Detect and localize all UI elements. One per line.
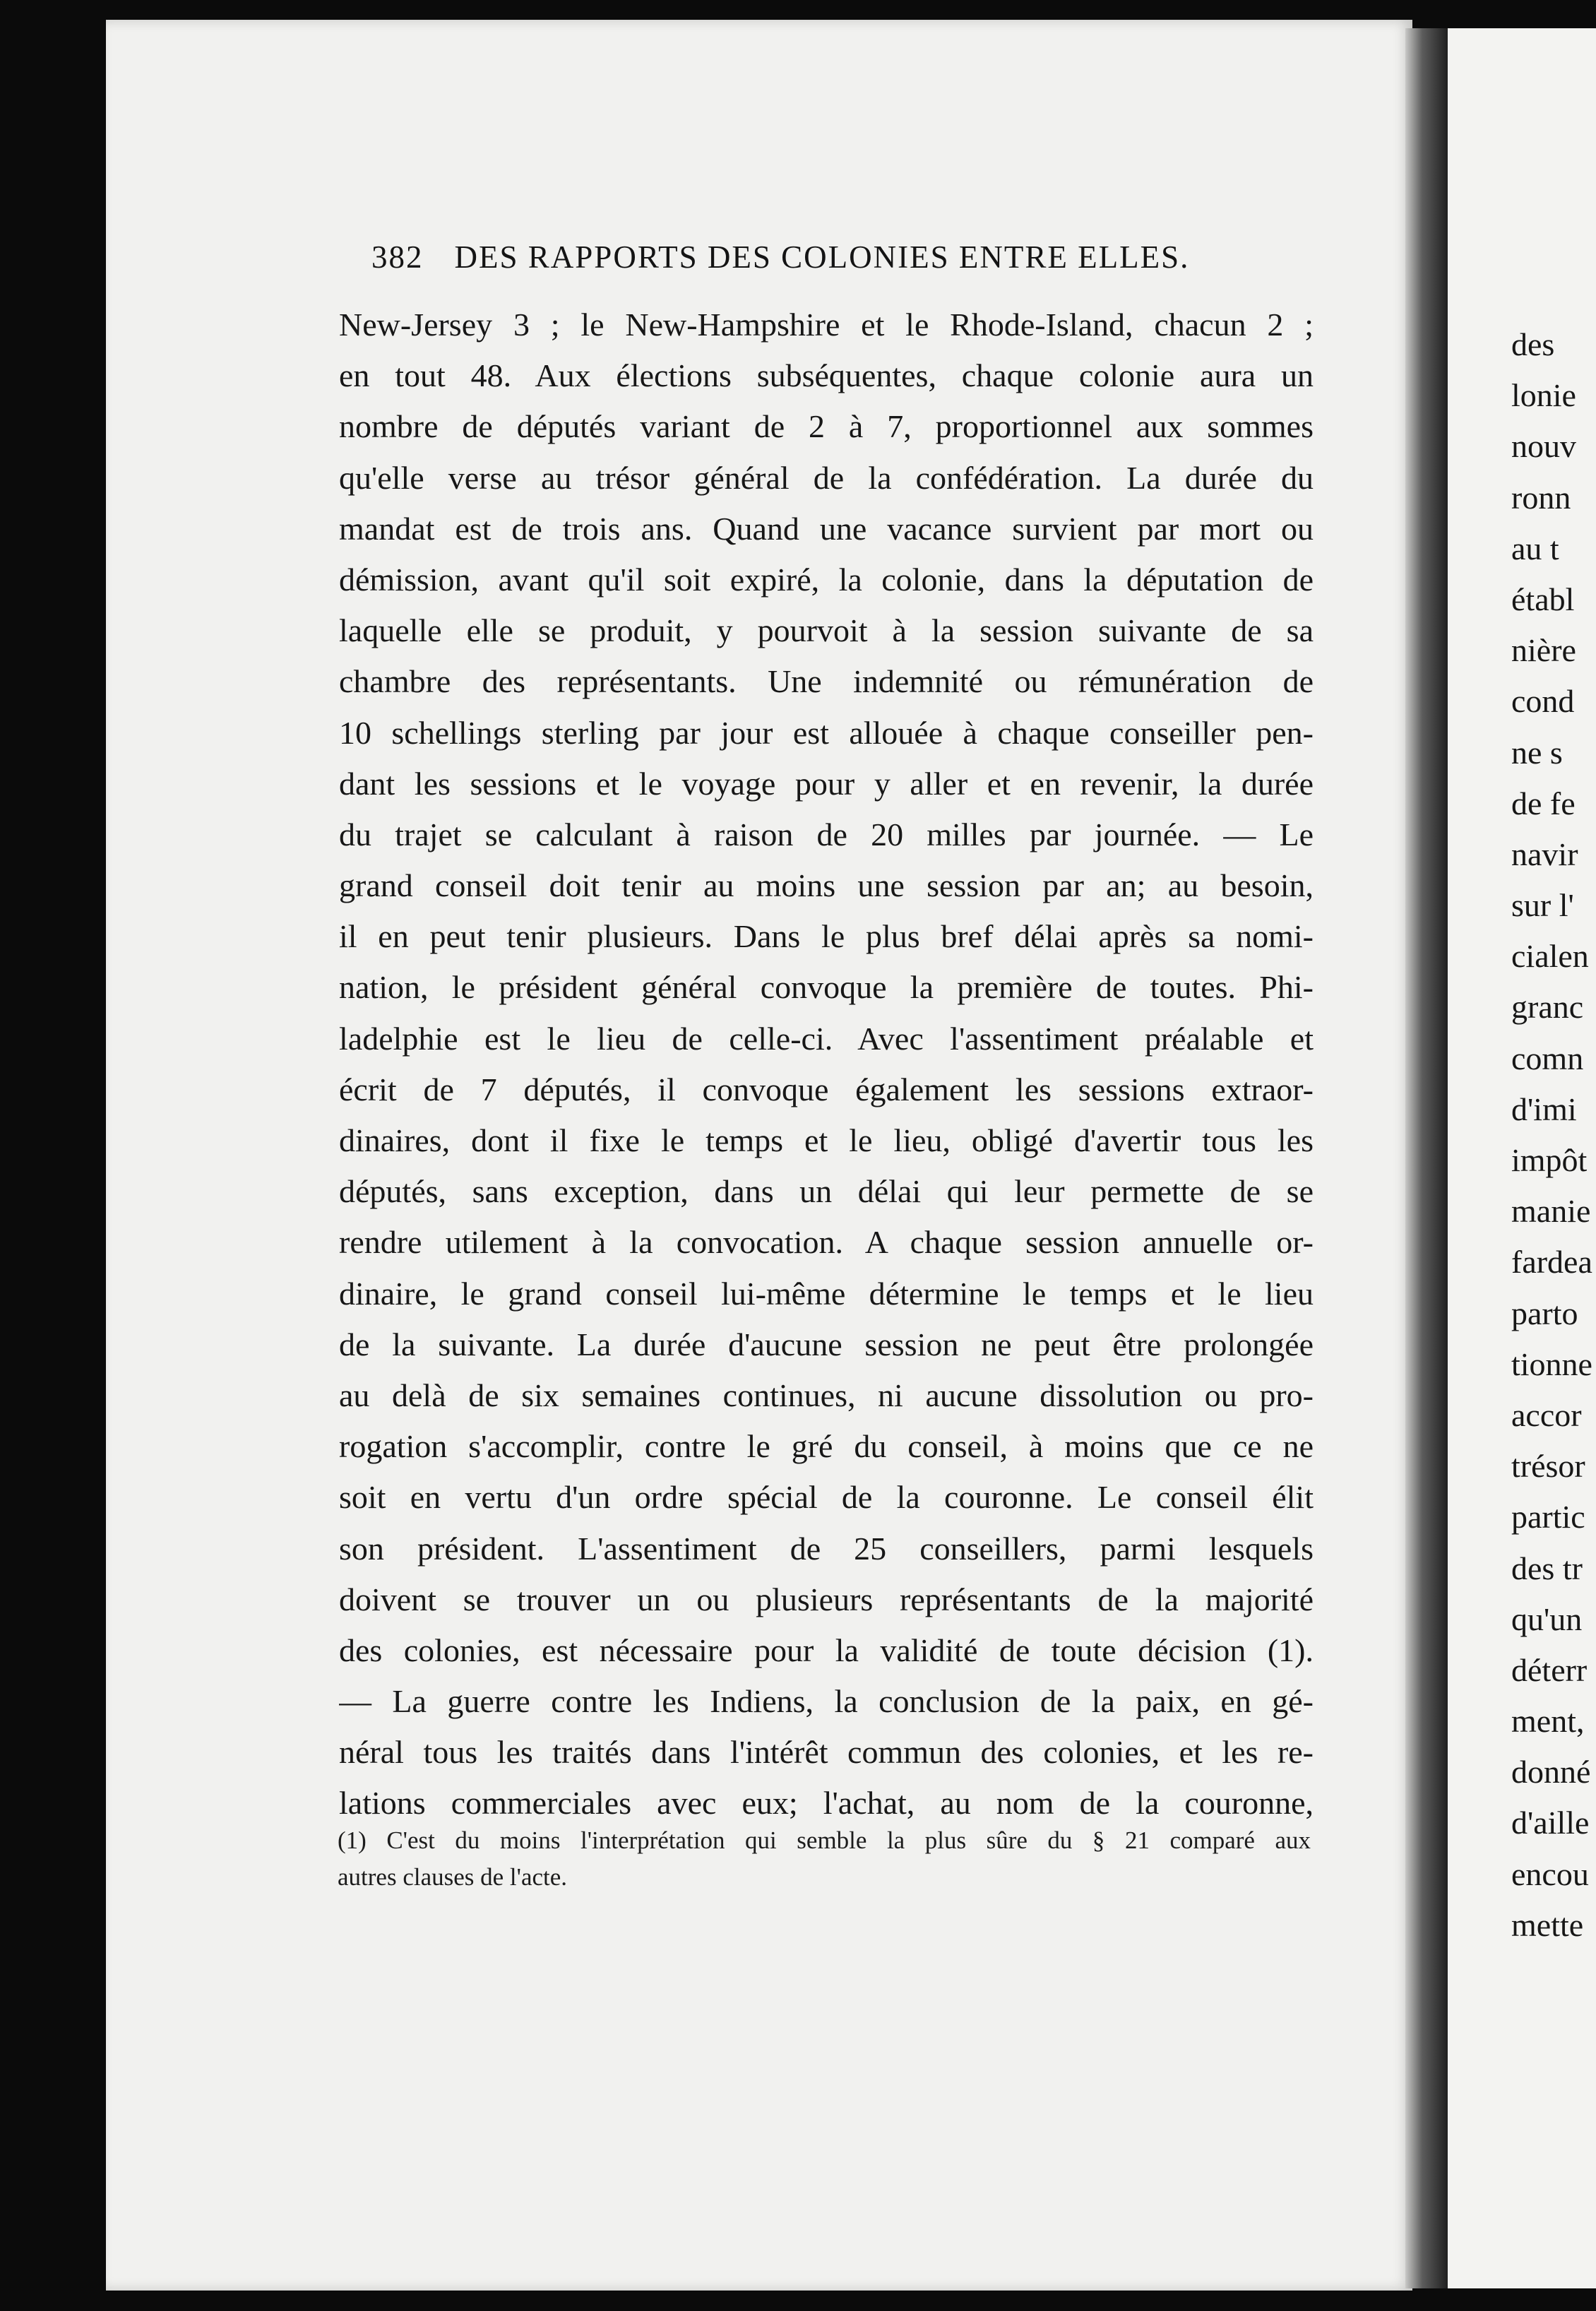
right-page-line: trésor — [1511, 1448, 1585, 1485]
running-head — [371, 239, 1261, 281]
text-line: — La guerre contre les Indiens, la conclusion de la paix, en gé- — [339, 1683, 1314, 1720]
running-head-title: DES RAPPORTS DES COLONIES ENTRE ELLES. — [454, 239, 1190, 275]
right-page-line: sur l' — [1511, 887, 1574, 924]
right-page-line: donné — [1511, 1754, 1591, 1790]
text-line: nombre de députés variant de 2 à 7, proportionnel aux sommes — [339, 408, 1314, 445]
footnote-line: (1) C'est du moins l'interprétation qui semble la plus sûre du § 21 comparé aux — [338, 1826, 1311, 1854]
right-page-line: fardea — [1511, 1244, 1592, 1281]
text-line: New-Jersey 3 ; le New-Hampshire et le Rhode-Island, chacun 2 ; — [339, 307, 1314, 343]
text-line: laquelle elle se produit, y pourvoit à la session suivante de sa — [339, 612, 1314, 649]
text-line: des colonies, est nécessaire pour la validité de toute décision (1). — [339, 1632, 1314, 1668]
body-text — [339, 299, 1314, 1829]
text-line: soit en vertu d'un ordre spécial de la couronne. Le conseil élit — [339, 1479, 1314, 1516]
right-page-line: comn — [1511, 1040, 1584, 1076]
text-line: nation, le président général convoque la première de toutes. Phi- — [339, 969, 1314, 1006]
right-page-line: manie — [1511, 1193, 1591, 1230]
text-line: du trajet se calculant à raison de 20 milles par journée. — Le — [339, 816, 1314, 852]
right-page-line: nouv — [1511, 428, 1576, 465]
text-line: au delà de six semaines continues, ni aucune dissolution ou pro- — [339, 1377, 1314, 1413]
right-page-line: lonie — [1511, 377, 1576, 414]
right-page-line: ronn — [1511, 479, 1571, 516]
text-line: députés, sans exception, dans un délai qui leur permette de se — [339, 1173, 1314, 1210]
right-page-line: établ — [1511, 581, 1575, 617]
footnote — [338, 1822, 1311, 1896]
book-gutter — [1405, 28, 1448, 2288]
text-line: dinaires, dont il fixe le temps et le lieu, obligé d'avertir tous les — [339, 1122, 1314, 1158]
text-line: lations commerciales avec eux; l'achat, au nom de la couronne, — [339, 1785, 1314, 1822]
text-line: de la suivante. La durée d'aucune session ne peut être prolongée — [339, 1326, 1314, 1362]
text-line: doivent se trouver un ou plusieurs représentants de la majorité — [339, 1581, 1314, 1617]
right-page-line: accor — [1511, 1396, 1582, 1433]
right-page-line: cond — [1511, 683, 1575, 720]
text-line: rendre utilement à la convocation. A chaque session annuelle or- — [339, 1224, 1314, 1261]
text-line: démission, avant qu'il soit expiré, la colonie, dans la députation de — [339, 561, 1314, 598]
right-page-line: d'imi — [1511, 1091, 1577, 1127]
right-page-line: mette — [1511, 1906, 1584, 1943]
right-page-line: ne s — [1511, 734, 1563, 771]
right-page-line: nière — [1511, 632, 1576, 669]
text-line: il en peut tenir plusieurs. Dans le plus bref délai après sa nomi- — [339, 918, 1314, 955]
right-page — [1448, 28, 1596, 2288]
right-page-line: parto — [1511, 1295, 1578, 1331]
right-page-line: impôt — [1511, 1142, 1588, 1178]
right-page-line: cialen — [1511, 938, 1589, 975]
right-page-line: partic — [1511, 1499, 1585, 1535]
text-line: grand conseil doit tenir au moins une session par an; au besoin, — [339, 867, 1314, 904]
text-line: dant les sessions et le voyage pour y aller et en revenir, la durée — [339, 765, 1314, 802]
text-line: en tout 48. Aux élections subséquentes, chaque colonie aura un — [339, 357, 1314, 394]
right-page-line: des — [1511, 326, 1555, 362]
footnote-line: autres clauses de l'acte. — [338, 1863, 568, 1891]
right-page-line: navir — [1511, 836, 1578, 872]
text-line: ladelphie est le lieu de celle-ci. Avec l'assentiment préalable et — [339, 1020, 1314, 1057]
right-page-line: d'aille — [1511, 1805, 1590, 1841]
text-line: dinaire, le grand conseil lui-même détermine le temps et le lieu — [339, 1275, 1314, 1312]
right-page-line: ment, — [1511, 1703, 1585, 1740]
text-line: écrit de 7 députés, il convoque également les sessions extraor- — [339, 1071, 1314, 1107]
right-page-line: granc — [1511, 989, 1584, 1026]
text-line: qu'elle verse au trésor général de la confédération. La durée du — [339, 459, 1314, 496]
text-line: chambre des représentants. Une indemnité ou rémunération de — [339, 663, 1314, 700]
text-line: mandat est de trois ans. Quand une vacance survient par mort ou — [339, 510, 1314, 547]
right-page-line: des tr — [1511, 1550, 1583, 1586]
text-line: rogation s'accomplir, contre le gré du conseil, à moins que ce ne — [339, 1428, 1314, 1465]
right-page-line: de fe — [1511, 785, 1576, 821]
right-page-text — [1511, 319, 1592, 1951]
text-line: néral tous les traités dans l'intérêt commun des colonies, et les re- — [339, 1734, 1314, 1771]
right-page-line: tionne — [1511, 1345, 1592, 1382]
right-page-line: encou — [1511, 1855, 1589, 1892]
page-number: 382 — [371, 239, 424, 275]
right-page-line: déterr — [1511, 1651, 1588, 1688]
right-page-line: qu'un — [1511, 1600, 1583, 1637]
text-line: son président. L'assentiment de 25 conseillers, parmi lesquels — [339, 1530, 1314, 1567]
text-line: 10 schellings sterling par jour est allouée à chaque conseiller pen- — [339, 714, 1314, 751]
right-page-line: au t — [1511, 530, 1559, 566]
